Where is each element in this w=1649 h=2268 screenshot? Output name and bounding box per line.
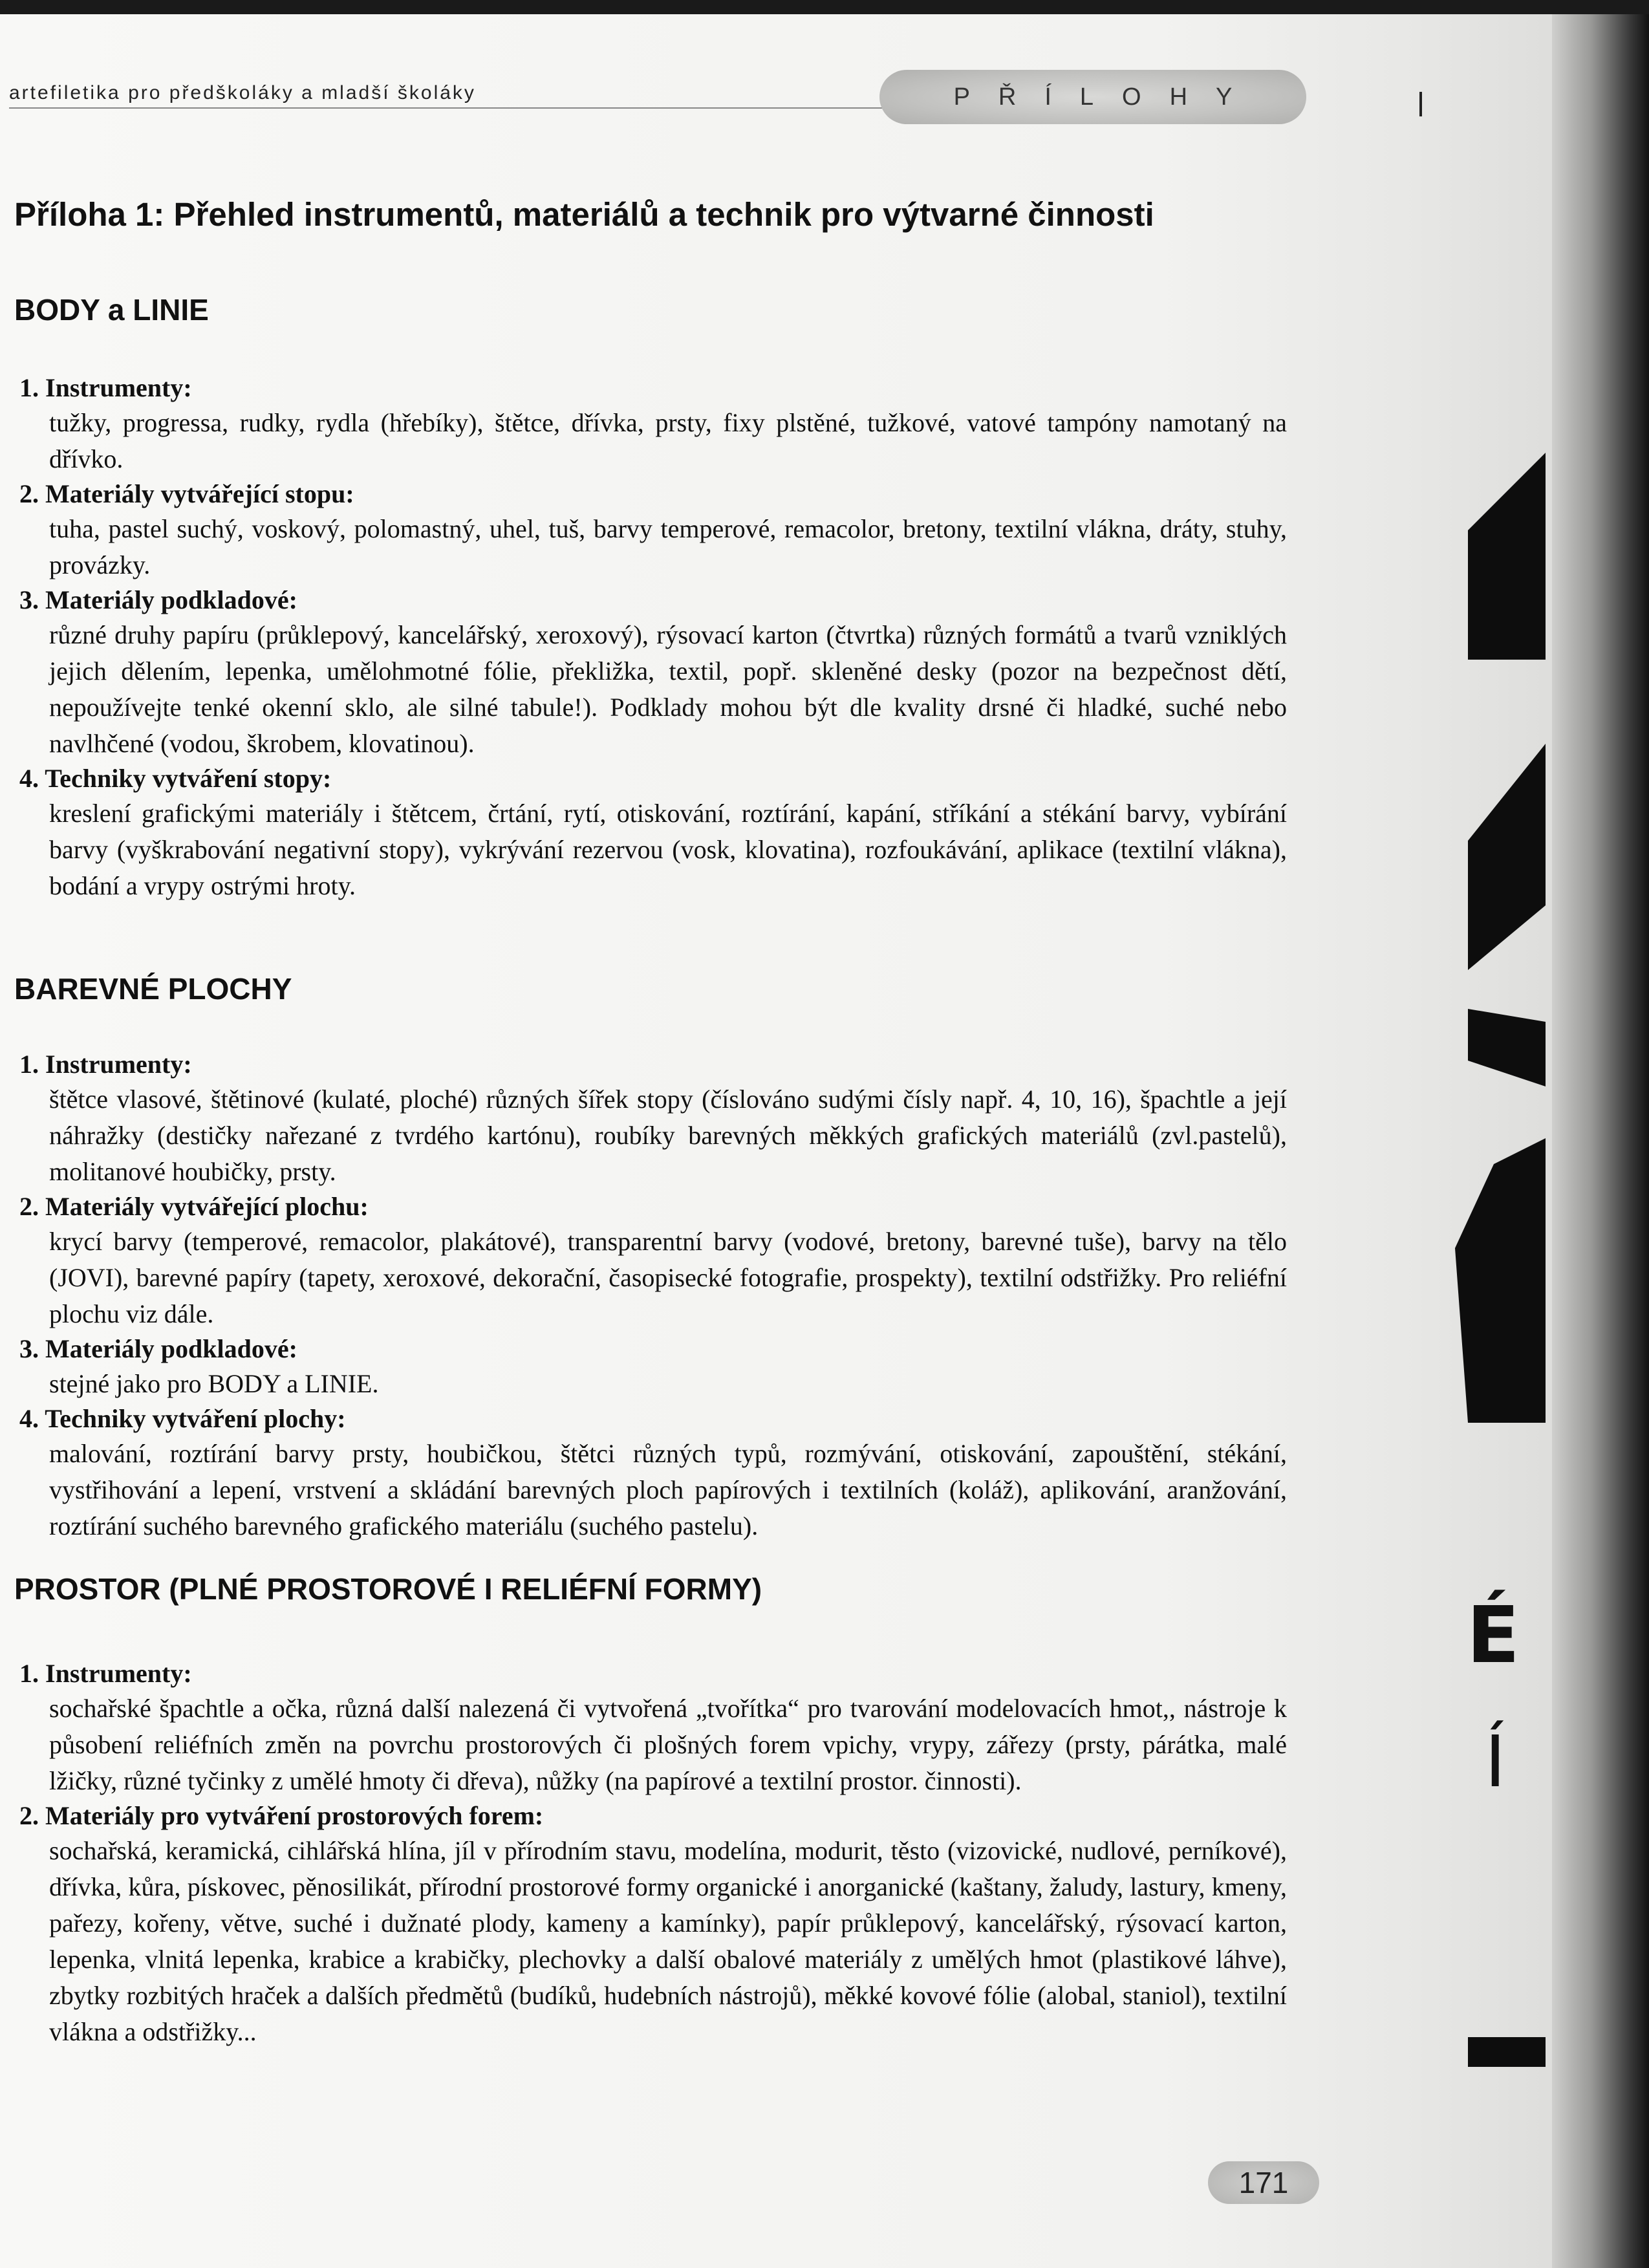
item-text: tužky, progressa, rudky, rydla (hřebíky), štětce, dřívka, prsty, fixy plstěné, tužkové, vatové tampóny namotaný na dřívko.	[49, 408, 1287, 473]
list-item	[19, 477, 1287, 583]
list-item	[19, 1332, 1287, 1402]
item-label: 2. Materiály pro vytváření prostorových forem:	[19, 1801, 544, 1830]
page-title: Příloha 1: Přehled instrumentů, materiálů a technik pro výtvarné činnosti	[14, 196, 1154, 233]
tab-shape-1	[1468, 453, 1546, 660]
section-body	[19, 371, 1287, 904]
item-label: 1. Instrumenty:	[19, 1659, 192, 1688]
margin-mark	[1419, 92, 1422, 116]
page-number-badge	[1208, 2161, 1319, 2204]
item-label: 4. Techniky vytváření plochy:	[19, 1404, 346, 1433]
item-label: 2. Materiály vytvářející plochu:	[19, 1192, 369, 1221]
tab-shape-2	[1468, 744, 1546, 970]
list-item	[19, 1402, 1287, 1544]
tab-shape-3	[1468, 1009, 1546, 1086]
section-body	[19, 1048, 1287, 1544]
item-label: 2. Materiály vytvářející stopu:	[19, 479, 354, 508]
item-text: stejné jako pro BODY a LINIE.	[49, 1369, 379, 1398]
tab-shape-4	[1455, 1138, 1546, 1423]
margin-tab-graphics	[1455, 323, 1649, 2069]
item-text: malování, roztírání barvy prsty, houbičkou, štětci různých typů, rozmývání, otiskování, zapouštění, stékání, vystřihování a lepení, vrstvení a skládání barevných ploch papírových i textilních (koláž), aplikování, aranžování, roztírání suchého barevného grafického materiálu (suchého pastelu).	[49, 1439, 1287, 1540]
item-text: tuha, pastel suchý, voskový, polomastný, uhel, tuš, barvy temperové, remacolor, bretony, textilní vlákna, dráty, stuhy, provázky.	[49, 514, 1287, 579]
list-item	[19, 1190, 1287, 1332]
item-text: krycí barvy (temperové, remacolor, plakátové), transparentní barvy (vodové, bretony, barevné tuše), barvy na tělo (JOVI), barevné papíry (tapety, xeroxové, dekorační, časopisecké fotografie, prospekty), textilní odstřižky. Pro reliéfní plochu viz dále.	[49, 1227, 1287, 1328]
item-text: štětce vlasové, štětinové (kulaté, ploché) různých šířek stopy (číslováno sudými čísly např. 4, 10, 16), špachtle a její náhražky (destičky nařezané z tvrdého kartónu), roubíky barevných měkkých grafických materiálů (zvl.pastelů), molitanové houbičky, prsty.	[49, 1085, 1287, 1186]
item-label: 3. Materiály podkladové:	[19, 585, 297, 614]
side-letter-i: Í	[1485, 1720, 1506, 1803]
tab-bar	[1468, 2037, 1546, 2067]
list-item	[19, 1657, 1287, 1799]
item-label: 4. Techniky vytváření stopy:	[19, 764, 332, 793]
section-label: PŘÍLOHY	[953, 83, 1261, 111]
item-text: kreslení grafickými materiály i štětcem, črtání, rytí, otiskování, roztírání, kapání, stříkání a stékání barvy, vybírání barvy (vyškrabování negativní stopy), vykrývání rezervou (vosk, klovatina), rozfoukávání, aplikace (textilní vlákna), bodání a vrypy ostrými hroty.	[49, 799, 1287, 900]
section-label-pill	[879, 70, 1306, 124]
side-letter-e: É	[1467, 1591, 1520, 1681]
item-text: sochařské špachtle a očka, různá další nalezená či vytvořená „tvořítka“ pro tvarování modelovacích hmot,, nástroje k působení reliéfních změn na povrchu prostorových či plošných forem vpichy, vrypy, zářezy (prsty, párátka, malé lžičky, různé tyčinky z umělé hmoty či dřeva), nůžky (na papírové a textilní prostor. činnosti).	[49, 1694, 1287, 1795]
section-body	[19, 1657, 1287, 2050]
scan-top-edge	[0, 0, 1649, 14]
section-heading: BAREVNÉ PLOCHY	[14, 972, 292, 1006]
item-text: různé druhy papíru (průklepový, kancelářský, xeroxový), rýsovací karton (čtvrtka) různých formátů a tvarů vzniklých jejich dělením, lepenka, umělohmotné fólie, překližka, textil, popř. skleněné desky (pozor na bezpečnost dětí, nepoužívejte tenké okenní sklo, ale silné tabule!). Podklady mohou být dle kvality drsné či hladké, suché nebo navlhčené (vodou, škrobem, klovatinou).	[49, 620, 1287, 758]
item-text: sochařská, keramická, cihlářská hlína, jíl v přírodním stavu, modelína, modurit, těsto (vizovické, nudlové, perníkové), dřívka, kůra, pískovec, pěnosilikát, přírodní prostorové formy organické i anorganické (kaštany, žaludy, lastury, kmeny, pařezy, kořeny, větve, suché i dužnaté plody, kameny a kamínky), papír průklepový, kancelářský, rýsovací karton, lepenka, vlnitá lepenka, krabice a krabičky, plechovky a další obalové materiály z umělých hmot (plastikové láhve), zbytky rozbitých hraček a dalších předmětů (budíků, hudebních nástrojů), měkké kovové fólie (alobal, staniol), textilní vlákna a odstřižky...	[49, 1836, 1287, 2046]
list-item	[19, 762, 1287, 904]
section-heading: BODY a LINIE	[14, 293, 209, 327]
item-label: 1. Instrumenty:	[19, 1050, 192, 1079]
running-head: artefiletika pro předškoláky a mladší školáky	[9, 82, 476, 103]
page-number: 171	[1238, 2166, 1289, 2199]
item-label: 3. Materiály podkladové:	[19, 1334, 297, 1363]
list-item	[19, 1048, 1287, 1190]
list-item	[19, 371, 1287, 477]
item-label: 1. Instrumenty:	[19, 373, 192, 402]
list-item	[19, 1799, 1287, 2050]
list-item	[19, 583, 1287, 762]
section-heading: PROSTOR (PLNÉ PROSTOROVÉ I RELIÉFNÍ FORMY)	[14, 1572, 762, 1606]
